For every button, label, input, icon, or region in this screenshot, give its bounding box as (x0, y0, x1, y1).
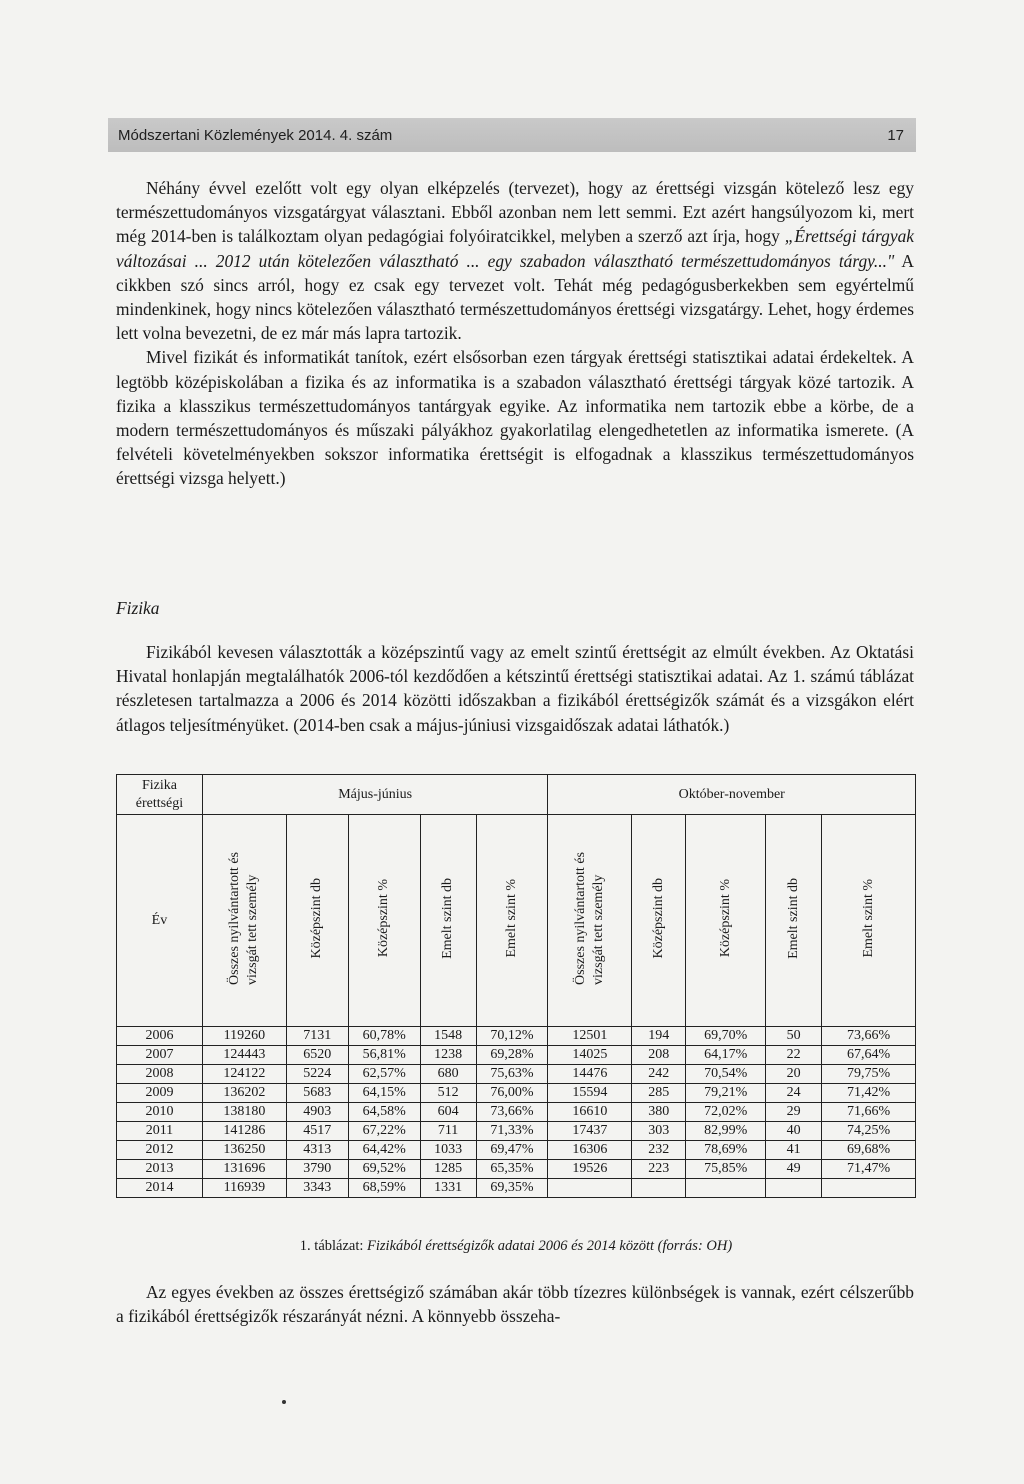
cell-o-mid-pct: 70,54% (686, 1065, 766, 1084)
table-corner: Fizika érettségi (117, 775, 203, 815)
table-row (117, 1141, 916, 1160)
group-oct-nov: Október-november (548, 775, 916, 815)
cell-m-adv-pct: 71,33% (476, 1122, 548, 1141)
table-caption (116, 1238, 916, 1255)
cell-m-adv-db: 711 (420, 1122, 476, 1141)
cell-m-total: 124122 (202, 1065, 286, 1084)
header-oct-adv-pct: Emelt szint % (822, 815, 916, 1027)
table-row (117, 1027, 916, 1046)
cell-m-adv-db: 1285 (420, 1160, 476, 1179)
cell-o-adv-db: 24 (766, 1084, 822, 1103)
cell-m-total: 141286 (202, 1122, 286, 1141)
header-may-mid-pct: Középszint % (348, 815, 420, 1027)
cell-m-mid-pct: 60,78% (348, 1027, 420, 1046)
cell-o-adv-db: 29 (766, 1103, 822, 1122)
cell-m-adv-pct: 73,66% (476, 1103, 548, 1122)
paragraph-3: Fizikából kevesen választották a középszintű vagy az emelt szintű érettségit az elmúlt években. Az Oktatási Hivatal honlapján megtalálhatók 2006-tól kezdődően a kétszintű érettségi statisztikai adatai. Az 1. számú táblázat részletesen tartalmazza a 2006 és 2014 közötti időszakban a fizikából érettségizők számát és a vizsgákon elért átlagos teljesítményüket. (2014-ben csak a május-júniusi vizsgaidőszak adatai láthatók.) (116, 642, 914, 735)
cell-m-mid-pct: 64,15% (348, 1084, 420, 1103)
table-row (117, 1084, 916, 1103)
cell-year: 2006 (117, 1027, 203, 1046)
cell-m-mid-db: 4313 (286, 1141, 348, 1160)
cell-m-adv-pct: 76,00% (476, 1084, 548, 1103)
table-body (117, 1027, 916, 1198)
physics-exam-table (116, 774, 916, 1198)
cell-m-adv-pct: 75,63% (476, 1065, 548, 1084)
cell-m-total: 119260 (202, 1027, 286, 1046)
table-row (117, 1103, 916, 1122)
header-oct-mid-db: Középszint db (632, 815, 686, 1027)
cell-o-mid-db: 208 (632, 1046, 686, 1065)
cell-year: 2012 (117, 1141, 203, 1160)
cell-o-mid-pct: 64,17% (686, 1046, 766, 1065)
cell-o-total (548, 1179, 632, 1198)
cell-o-mid-pct: 72,02% (686, 1103, 766, 1122)
cell-o-adv-db: 49 (766, 1160, 822, 1179)
paragraph-1-quote: „Érettségi tárgyak változásai ... 2012 után kötelezően választható ... egy szabadon választható természettudományos tárgy..." (116, 226, 914, 271)
cell-m-total: 138180 (202, 1103, 286, 1122)
cell-m-mid-pct: 56,81% (348, 1046, 420, 1065)
cell-m-adv-pct: 65,35% (476, 1160, 548, 1179)
cell-m-mid-db: 4517 (286, 1122, 348, 1141)
cell-o-mid-db: 232 (632, 1141, 686, 1160)
cell-o-adv-pct: 73,66% (822, 1027, 916, 1046)
cell-o-adv-pct: 67,64% (822, 1046, 916, 1065)
cell-m-mid-pct: 64,58% (348, 1103, 420, 1122)
section-title: Fizika (116, 598, 160, 618)
header-oct-total: Összes nyilvántartott és vizsgát tett személy (548, 815, 632, 1027)
group-may-june: Május-június (202, 775, 548, 815)
cell-o-mid-pct: 79,21% (686, 1084, 766, 1103)
cell-m-mid-db: 6520 (286, 1046, 348, 1065)
cell-o-adv-db: 22 (766, 1046, 822, 1065)
paragraph-2: Mivel fizikát és informatikát tanítok, ezért elsősorban ezen tárgyak érettségi statisztikai adatai érdekeltek. A legtöbb középiskolában a fizika és az informatika is a szabadon választható érettségi tárgyak közé tartozik. A fizika a klasszikus természettudományos tantárgyak egyike. Az informatika nem tartozik ebbe a körbe, de a modern természettudományos és műszaki pályákhoz gyakorlatilag elengedhetetlen az informatika ismerete. (A felvételi követelményekben sokszor informatika érettségit is elfogadnak a klasszikus természettudományos érettségi vizsga helyett.) (116, 347, 914, 489)
cell-o-adv-db: 50 (766, 1027, 822, 1046)
cell-m-adv-db: 1238 (420, 1046, 476, 1065)
cell-m-total: 124443 (202, 1046, 286, 1065)
cell-o-adv-pct: 71,66% (822, 1103, 916, 1122)
cell-m-adv-db: 1033 (420, 1141, 476, 1160)
header-oct-adv-db: Emelt szint db (766, 815, 822, 1027)
cell-m-adv-db: 1331 (420, 1179, 476, 1198)
cell-m-mid-db: 5224 (286, 1065, 348, 1084)
caption-text: Fizikából érettségizők adatai 2006 és 2014 között (forrás: OH) (367, 1238, 733, 1254)
cell-m-total: 131696 (202, 1160, 286, 1179)
cell-year: 2009 (117, 1084, 203, 1103)
header-may-total: Összes nyilvántartott és vizsgát tett személy (202, 815, 286, 1027)
cell-o-total: 16306 (548, 1141, 632, 1160)
year-header: Év (117, 815, 203, 1027)
cell-m-mid-pct: 69,52% (348, 1160, 420, 1179)
cell-o-total: 16610 (548, 1103, 632, 1122)
cell-m-mid-pct: 62,57% (348, 1065, 420, 1084)
journal-title: Módszertani Közlemények 2014. 4. szám (118, 127, 393, 144)
table-row (117, 1160, 916, 1179)
cell-o-mid-db: 285 (632, 1084, 686, 1103)
cell-m-adv-db: 604 (420, 1103, 476, 1122)
cell-year: 2010 (117, 1103, 203, 1122)
cell-o-adv-pct: 69,68% (822, 1141, 916, 1160)
cell-o-total: 19526 (548, 1160, 632, 1179)
cell-m-mid-pct: 64,42% (348, 1141, 420, 1160)
cell-o-adv-db: 40 (766, 1122, 822, 1141)
header-may-mid-db: Középszint db (286, 815, 348, 1027)
paragraph-4: Az egyes években az összes érettségiző számában akár több tízezres különbségek is vannak, ezért célszerűbb a fizikából érettségizők részarányát nézni. A könnyebb összeha- (116, 1282, 914, 1327)
cell-m-total: 136250 (202, 1141, 286, 1160)
cell-o-adv-pct: 74,25% (822, 1122, 916, 1141)
header-may-adv-pct: Emelt szint % (476, 815, 548, 1027)
table-row (117, 1065, 916, 1084)
header-oct-mid-pct: Középszint % (686, 815, 766, 1027)
cell-m-mid-pct: 67,22% (348, 1122, 420, 1141)
cell-o-total: 17437 (548, 1122, 632, 1141)
cell-m-adv-pct: 69,47% (476, 1141, 548, 1160)
cell-m-mid-db: 3343 (286, 1179, 348, 1198)
cell-o-adv-pct (822, 1179, 916, 1198)
cell-m-adv-pct: 70,12% (476, 1027, 548, 1046)
paragraph-block-2 (116, 640, 914, 737)
header-may-adv-db: Emelt szint db (420, 815, 476, 1027)
cell-o-mid-db: 303 (632, 1122, 686, 1141)
cell-year: 2014 (117, 1179, 203, 1198)
cell-m-mid-db: 7131 (286, 1027, 348, 1046)
cell-m-mid-db: 3790 (286, 1160, 348, 1179)
table-row (117, 1122, 916, 1141)
cell-o-total: 14025 (548, 1046, 632, 1065)
cell-year: 2007 (117, 1046, 203, 1065)
cell-o-mid-pct (686, 1179, 766, 1198)
cell-o-mid-pct: 78,69% (686, 1141, 766, 1160)
cell-m-mid-db: 5683 (286, 1084, 348, 1103)
cell-m-mid-pct: 68,59% (348, 1179, 420, 1198)
cell-m-adv-pct: 69,35% (476, 1179, 548, 1198)
cell-o-total: 15594 (548, 1084, 632, 1103)
cell-o-mid-db: 242 (632, 1065, 686, 1084)
cell-o-mid-db: 380 (632, 1103, 686, 1122)
cell-m-mid-db: 4903 (286, 1103, 348, 1122)
cell-o-adv-pct: 71,42% (822, 1084, 916, 1103)
cell-m-adv-db: 680 (420, 1065, 476, 1084)
cell-o-mid-pct: 69,70% (686, 1027, 766, 1046)
cell-m-adv-pct: 69,28% (476, 1046, 548, 1065)
paragraph-1-text-a: Néhány évvel ezelőtt volt egy olyan elképzelés (tervezet), hogy az érettségi vizsgán kötelező lesz egy természettudományos vizsgatárgyat választani. Ebből azonban nem lett semmi. Ezt azért hangsúlyozom ki, mert még 2014-ben is találkoztam olyan pedagógiai folyóiratcikkel, melyben a szerző azt írja, hogy (116, 178, 914, 247)
cell-o-adv-db (766, 1179, 822, 1198)
paragraph-block-1 (116, 176, 914, 491)
cell-o-adv-db: 20 (766, 1065, 822, 1084)
stray-mark (282, 1400, 286, 1404)
cell-o-mid-db: 223 (632, 1160, 686, 1179)
cell-o-mid-db (632, 1179, 686, 1198)
cell-m-adv-db: 1548 (420, 1027, 476, 1046)
cell-year: 2013 (117, 1160, 203, 1179)
paragraph-block-3 (116, 1280, 914, 1328)
cell-o-total: 14476 (548, 1065, 632, 1084)
paragraph-1-text-b: A cikkben szó sincs arról, hogy ez csak egy tervezet volt. Tehát még pedagógusberkekben sem egyértelmű mindenkinek, hogy nincs kötelezően választható természettudományos érettségi vizsgatárgy. Lehet, hogy érdemes lett volna bevezetni, de ez már más lapra tartozik. (116, 250, 914, 344)
table-row (117, 1046, 916, 1065)
cell-year: 2008 (117, 1065, 203, 1084)
cell-m-total: 116939 (202, 1179, 286, 1198)
cell-year: 2011 (117, 1122, 203, 1141)
page-number: 17 (887, 127, 904, 144)
cell-m-adv-db: 512 (420, 1084, 476, 1103)
cell-o-total: 12501 (548, 1027, 632, 1046)
running-header (108, 118, 916, 152)
cell-m-total: 136202 (202, 1084, 286, 1103)
cell-o-mid-pct: 82,99% (686, 1122, 766, 1141)
cell-o-adv-db: 41 (766, 1141, 822, 1160)
cell-o-mid-pct: 75,85% (686, 1160, 766, 1179)
table-row (117, 1179, 916, 1198)
cell-o-mid-db: 194 (632, 1027, 686, 1046)
caption-label: 1. táblázat: (299, 1238, 364, 1254)
cell-o-adv-pct: 79,75% (822, 1065, 916, 1084)
cell-o-adv-pct: 71,47% (822, 1160, 916, 1179)
paragraph-1 (116, 176, 914, 345)
